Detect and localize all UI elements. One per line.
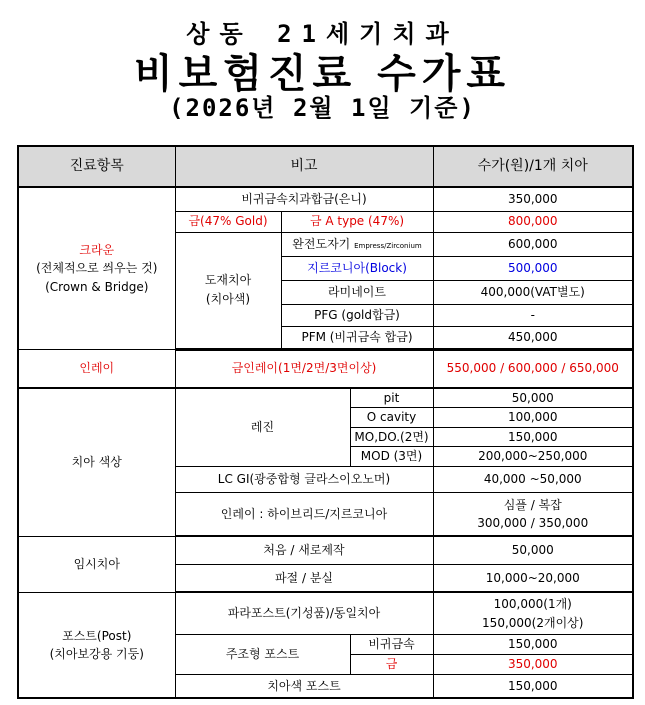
crown-desc: (전체적으로 씌우는 것) [36,261,158,276]
table-row [18,187,633,211]
date-basis: (2026년 2월 1일 기준) [169,94,476,122]
inlay-price: 550,000 / 600,000 / 650,000 [433,350,633,388]
color-post-label: 치아색 포스트 [175,674,433,698]
ceramic-group: 도재치아 (치아색) [175,232,281,348]
header-note: 비고 [175,146,433,187]
crown-gold-label: 금 A type (47%) [281,211,433,232]
hybrid-inlay-price: 심플 / 복잡 300,000 / 350,000 [433,492,633,536]
crown-gold-sub: 금(47% Gold) [175,211,281,232]
temp-price: 50,000 [433,536,633,564]
ceramic-price: 450,000 [433,326,633,348]
temp-item: 파절 / 분실 [175,564,433,592]
cast-post-price: 350,000 [433,654,633,674]
table-row [18,536,633,564]
crown-label: 크라운 [79,242,115,257]
post-category: 포스트(Post) (치아보강용 기둥) [18,592,175,698]
crown-desc-en: (Crown & Bridge) [45,279,149,294]
crown-gold-price: 800,000 [433,211,633,232]
table-row [18,388,633,408]
price-table [17,145,634,699]
para-post-price: 100,000(1개) 150,000(2개이상) [433,592,633,634]
temp-price: 10,000~20,000 [433,564,633,592]
temp-category: 임시치아 [18,536,175,592]
ceramic-item: 완전도자기 Empress/Zirconium [281,232,433,256]
cast-post-item: 금 [350,654,433,674]
resin-price: 150,000 [433,427,633,447]
gi-label: LC GI(광중합형 글라스이오노머) [175,466,433,492]
ceramic-item: 지르코니아(Block) [281,256,433,280]
ceramic-price: 400,000(VAT별도) [433,280,633,304]
cast-post-label: 주조형 포스트 [175,634,350,674]
tooth-color-category: 치아 색상 [18,388,175,537]
cast-post-price: 150,000 [433,634,633,654]
table-row [18,592,633,634]
ceramic-item: 라미네이트 [281,280,433,304]
clinic-name: 상동 21세기치과 [186,20,459,48]
page-title: 비보험진료 수가표 [133,51,512,97]
table-header [18,146,633,187]
temp-item: 처음 / 새로제작 [175,536,433,564]
table-row [18,350,633,388]
hybrid-inlay-label: 인레이 : 하이브리드/지르코니아 [175,492,433,536]
header-category: 진료항목 [18,146,175,187]
header-price: 수가(원)/1개 치아 [433,146,633,187]
resin-label: 레진 [175,388,350,467]
ceramic-item: PFM (비귀금속 합금) [281,326,433,348]
crown-category [18,187,175,350]
resin-price: 50,000 [433,388,633,408]
gi-price: 40,000 ~50,000 [433,466,633,492]
ceramic-item: PFG (gold합금) [281,304,433,326]
para-post-label: 파라포스트(기성품)/동일치아 [175,592,433,634]
cast-post-item: 비귀금속 [350,634,433,654]
resin-item: MOD (3면) [350,447,433,467]
color-post-price: 150,000 [433,674,633,698]
crown-np-label: 비귀금속치과합금(은니) [175,187,433,211]
ceramic-price: 600,000 [433,232,633,256]
inlay-note: 금인레이(1면/2면/3면이상) [175,350,433,388]
resin-item: MO,DO.(2면) [350,427,433,447]
resin-price: 100,000 [433,408,633,428]
ceramic-price: 500,000 [433,256,633,280]
crown-np-price: 350,000 [433,187,633,211]
inlay-category: 인레이 [18,350,175,388]
ceramic-price: - [433,304,633,326]
resin-item: O cavity [350,408,433,428]
resin-price: 200,000~250,000 [433,447,633,467]
resin-item: pit [350,388,433,408]
